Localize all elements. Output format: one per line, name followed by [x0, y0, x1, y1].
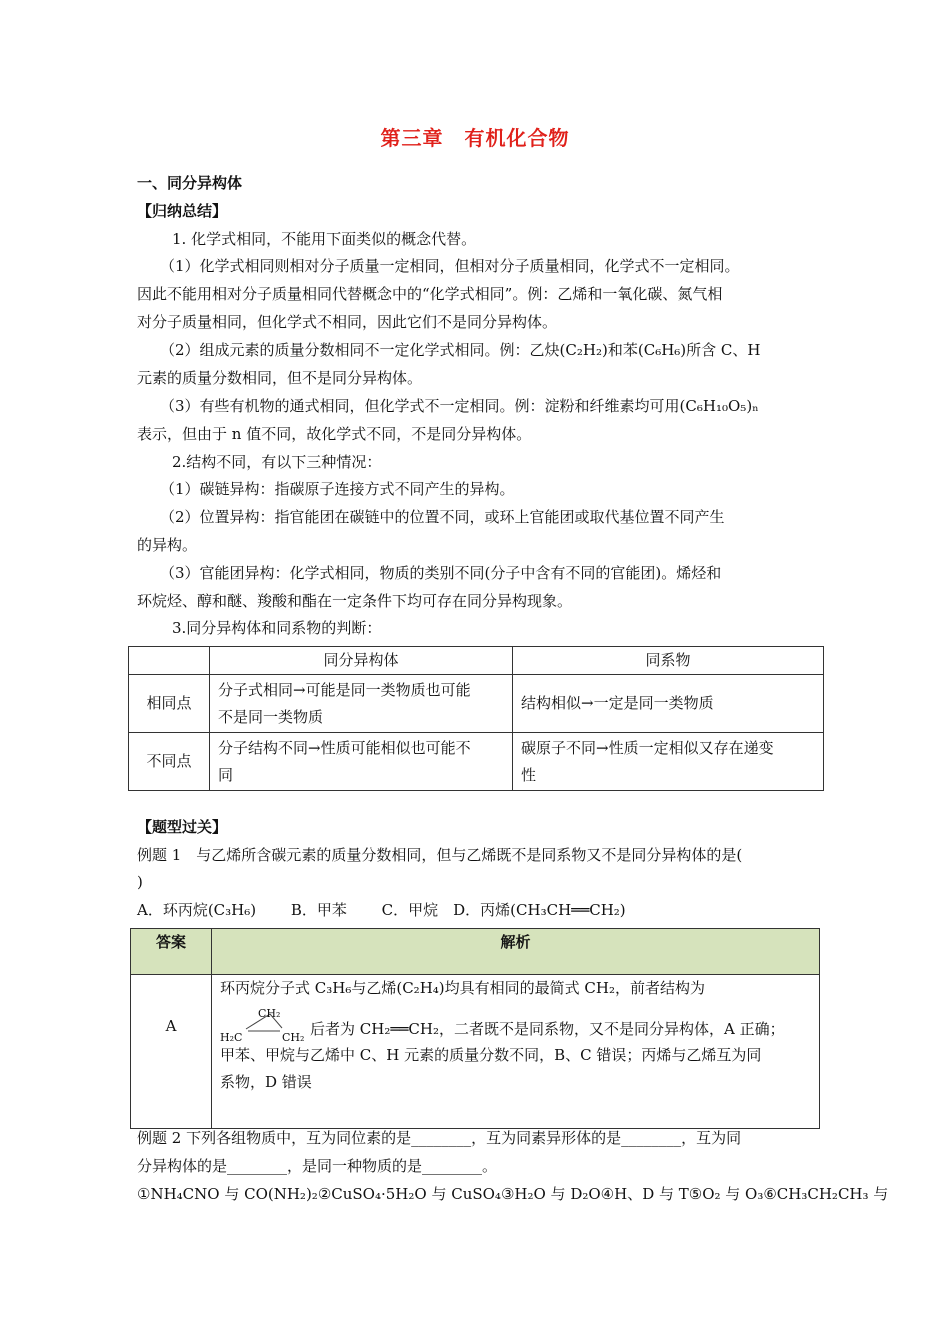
header-analysis: 解析	[212, 929, 820, 975]
section-heading: 一、同分异构体	[137, 174, 243, 192]
mol-ch2-top: CH₂	[258, 1007, 281, 1020]
practice-label: 【题型过关】	[137, 818, 228, 836]
answer-cell: A	[131, 975, 212, 1129]
cell-isomer-similarity: 分子式相同→可能是同一类物质也可能 不是同一类物质	[210, 675, 513, 733]
example-2-line-2: 分异构体的是________，是同一种物质的是________。	[137, 1157, 498, 1175]
point-1-1-line-2: 因此不能用相对分子质量相同代替概念中的“化学式相同”。例：乙烯和一氧化碳、氮气相	[137, 285, 723, 303]
point-2-2-line-1: （2）位置异构：指官能团在碳链中的位置不同，或环上官能团或取代基位置不同产生	[160, 508, 725, 526]
table-corner-cell	[129, 647, 210, 675]
point-2-3-line-1: （3）官能团异构：化学式相同，物质的类别不同(分子中含有不同的官能团)。烯烃和	[160, 564, 722, 582]
point-1-3-line-2: 表示，但由于 n 值不同，故化学式不同，不是同分异构体。	[137, 425, 532, 443]
analysis-cell	[212, 975, 820, 1129]
chapter-title: 第三章 有机化合物	[380, 126, 570, 150]
example-1-options: A．环丙烷(C₃H₆) B．甲苯 C．甲烷 D．丙烯(CH₃CH══CH₂)	[137, 901, 626, 919]
point-2: 2.结构不同，有以下三种情况：	[172, 453, 382, 471]
point-3: 3.同分异构体和同系物的判断：	[172, 619, 382, 637]
point-2-1: （1）碳链异构：指碳原子连接方式不同产生的异构。	[160, 480, 515, 498]
cell-isomer-difference: 分子结构不同→性质可能相似也可能不 同	[210, 733, 513, 791]
point-1: 1. 化学式相同，不能用下面类似的概念代替。	[172, 230, 477, 248]
row-label-difference: 不同点	[129, 733, 210, 791]
header-answer: 答案	[131, 929, 212, 975]
mol-ch2-right: CH₂	[282, 1031, 305, 1044]
point-2-3-line-2: 环烷烃、醇和醚、羧酸和酯在一定条件下均可存在同分异构现象。	[137, 592, 573, 610]
row-label-similarity: 相同点	[129, 675, 210, 733]
example-2-line-3: ①NH₄CNO 与 CO(NH₂)₂②CuSO₄·5H₂O 与 CuSO₄③H₂O 与 D₂O④H、D 与 T⑤O₂ 与 O₃⑥CH₃CH₂CH₃ 与	[137, 1185, 889, 1203]
point-2-2-line-2: 的异构。	[137, 536, 198, 554]
analysis-line-3: 甲苯、甲烷与乙烯中 C、H 元素的质量分数不同，B、C 错误；丙烯与乙烯互为同	[220, 1046, 762, 1064]
example-2-line-1: 例题 2 下列各组物质中，互为同位素的是________，互为同素异形体的是________，互为同	[137, 1129, 742, 1147]
example-1-line-1: 例题 1 与乙烯所含碳元素的质量分数相同，但与乙烯既不是同系物又不是同分异构体的是(	[137, 846, 743, 864]
column-header-homolog: 同系物	[513, 647, 824, 675]
cell-homolog-similarity: 结构相似→一定是同一类物质	[513, 675, 824, 733]
analysis-line-2	[220, 1002, 811, 1042]
point-1-3-line-1: （3）有些有机物的通式相同，但化学式不一定相同。例：淀粉和纤维素均可用(C₆H₁₀O₅)ₙ	[160, 397, 759, 415]
point-1-1-line-1: （1）化学式相同则相对分子质量一定相同，但相对分子质量相同，化学式不一定相同。	[160, 257, 740, 275]
mol-h2c-left: H₂C	[220, 1031, 243, 1044]
analysis-line-1: 环丙烷分子式 C₃H₆与乙烯(C₂H₄)均具有相同的最简式 CH₂，前者结构为	[220, 979, 705, 997]
column-header-isomer: 同分异构体	[210, 647, 513, 675]
answer-table	[130, 928, 820, 1129]
point-1-1-line-3: 对分子质量相同，但化学式不相同，因此它们不是同分异构体。	[137, 313, 558, 331]
comparison-table	[128, 646, 824, 791]
cell-homolog-difference: 碳原子不同→性质一定相似又存在递变 性	[513, 733, 824, 791]
example-1-line-2: )	[137, 873, 143, 891]
point-1-2-line-1: （2）组成元素的质量分数相同不一定化学式相同。例：乙炔(C₂H₂)和苯(C₆H₆)所含 C、H	[160, 341, 761, 359]
point-1-2-line-2: 元素的质量分数相同，但不是同分异构体。	[137, 369, 423, 387]
analysis-line-4: 系物，D 错误	[220, 1073, 312, 1091]
summary-label: 【归纳总结】	[137, 202, 228, 220]
analysis-line-2-text: 后者为 CH₂══CH₂，二者既不是同系物，又不是同分异构体，A 正确；	[310, 1020, 785, 1038]
